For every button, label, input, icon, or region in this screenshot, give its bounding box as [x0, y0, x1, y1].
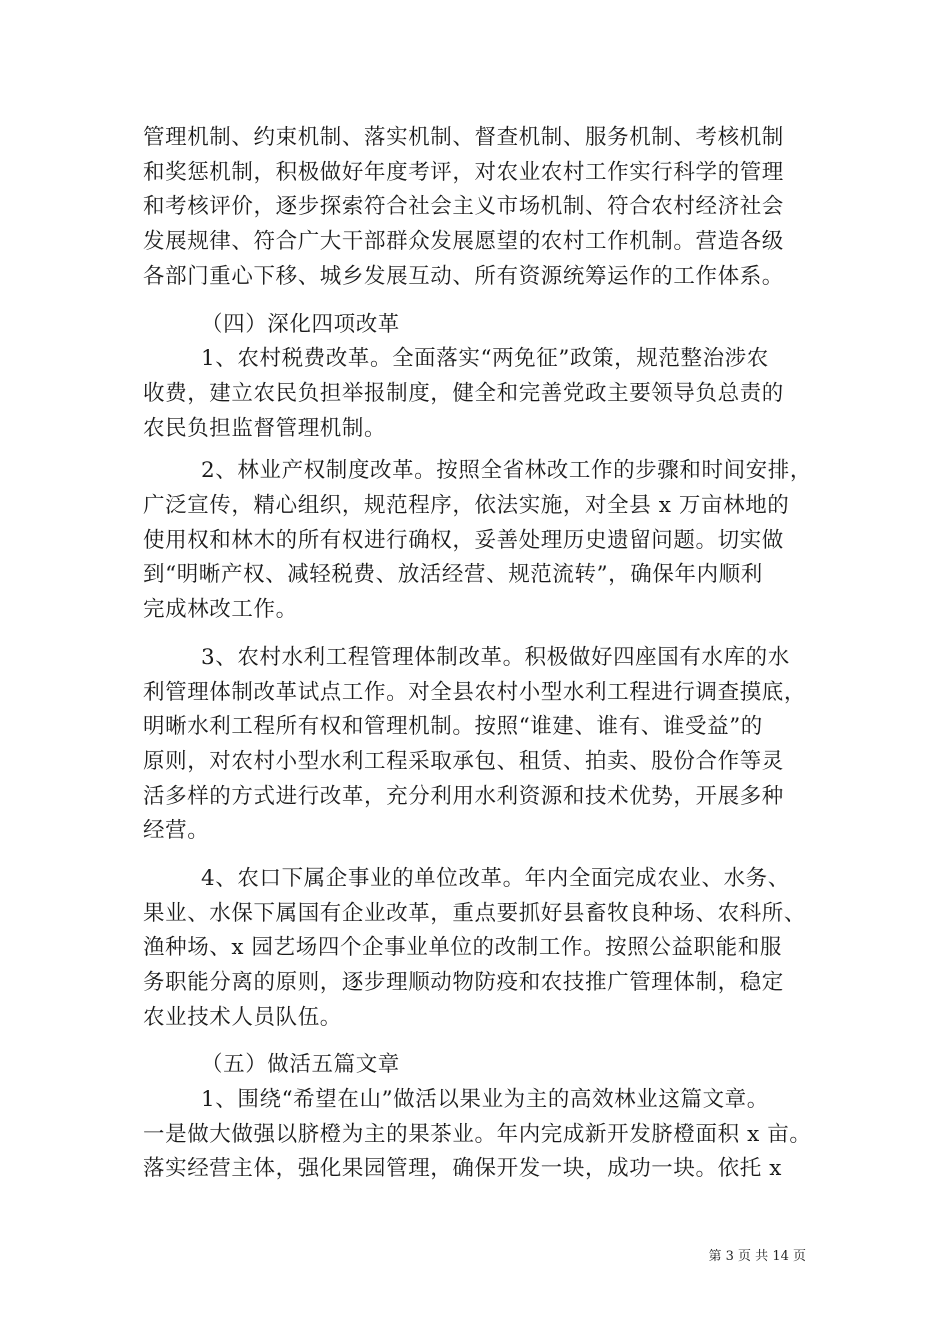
body-text-line: 和奖惩机制，积极做好年度考评，对农业农村工作实行科学的管理: [143, 160, 784, 185]
body-text-line: 果业、水保下属国有企业改革，重点要抓好县畜牧良种场、农科所、: [143, 901, 807, 926]
paragraph-start-line: 4、农口下属企事业的单位改革。年内全面完成农业、水务、: [201, 866, 790, 891]
body-text-line: 和考核评价，逐步探索符合社会主义市场机制、符合农村经济社会: [143, 194, 784, 219]
section-heading: （四）深化四项改革: [201, 312, 400, 337]
body-text-line: 原则，对农村小型水利工程采取承包、租赁、拍卖、股份合作等灵: [143, 749, 784, 774]
body-text-line: 收费，建立农民负担举报制度，健全和完善党政主要领导负总责的: [143, 381, 784, 406]
body-text-line: 使用权和林木的所有权进行确权，妥善处理历史遗留问题。切实做: [143, 528, 784, 553]
body-text-line: 务职能分离的原则，逐步理顺动物防疫和农技推广管理体制，稳定: [143, 970, 784, 995]
body-text-line: 经营。: [143, 818, 210, 843]
body-text-line: 一是做大做强以脐橙为主的果茶业。年内完成新开发脐橙面积 x 亩。: [143, 1122, 812, 1147]
body-text-line: 到“明晰产权、减轻税费、放活经营、规范流转”，确保年内顺利: [143, 562, 763, 587]
body-text-line: 各部门重心下移、城乡发展互动、所有资源统筹运作的工作体系。: [143, 264, 784, 289]
body-text-line: 渔种场、x 园艺场四个企事业单位的改制工作。按照公益职能和服: [143, 935, 782, 960]
body-text-line: 农民负担监督管理机制。: [143, 416, 387, 441]
body-text-line: 农业技术人员队伍。: [143, 1005, 342, 1030]
section-heading: （五）做活五篇文章: [201, 1052, 400, 1077]
body-text-line: 利管理体制改革试点工作。对全县农村小型水利工程进行调查摸底，: [143, 680, 807, 705]
body-text-line: 活多样的方式进行改革，充分利用水利资源和技术优势，开展多种: [143, 784, 784, 809]
body-text-line: 落实经营主体，强化果园管理，确保开发一块，成功一块。依托 x: [143, 1156, 782, 1181]
page-number-footer: 第 3 页 共 14 页: [708, 1249, 806, 1264]
paragraph-start-line: 2、林业产权制度改革。按照全省林改工作的步骤和时间安排，: [201, 458, 812, 483]
body-text-line: 管理机制、约束机制、落实机制、督查机制、服务机制、考核机制: [143, 125, 784, 150]
body-text-line: 广泛宣传，精心组织，规范程序，依法实施，对全县 x 万亩林地的: [143, 493, 790, 518]
body-text-line: 明晰水利工程所有权和管理机制。按照“谁建、谁有、谁受益”的: [143, 714, 763, 739]
paragraph-start-line: 1、围绕“希望在山”做活以果业为主的高效林业这篇文章。: [201, 1087, 769, 1112]
paragraph-start-line: 1、农村税费改革。全面落实“两免征”政策，规范整治涉农: [201, 346, 769, 371]
body-text-line: 完成林改工作。: [143, 597, 298, 622]
paragraph-start-line: 3、农村水利工程管理体制改革。积极做好四座国有水库的水: [201, 645, 790, 670]
body-text-line: 发展规律、符合广大干部群众发展愿望的农村工作机制。营造各级: [143, 229, 784, 254]
